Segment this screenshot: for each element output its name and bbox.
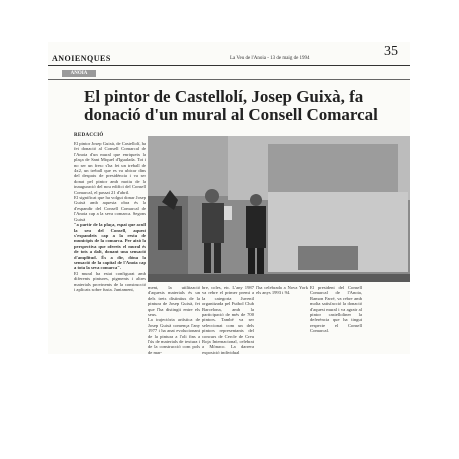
header-rule bbox=[48, 65, 410, 66]
page-header bbox=[48, 44, 410, 64]
paragraph: bre, coles, etc. L'any 1987 va rebre el primer premi a la categoria Juvenil organitzada pel Futbol Club Barcelona, amb la participació de més de 700 pintors. També va ser seleccionat com un dels pintors representants del concurs de Cercle de Creu Roja Internacional, celebrat a Mònaco. La darrera exposició individual bbox=[202, 285, 254, 355]
article-column-2 bbox=[148, 285, 200, 355]
section-title: ANOIENQUES bbox=[52, 54, 111, 63]
article-column-3 bbox=[202, 285, 254, 355]
region-tag: ANOIA bbox=[62, 70, 96, 77]
paragraph: El pintor Josep Guixà, de Castellolí, ha fet donació al Consell Comarcal de l'Anoia d'un mural que enriqueix la plaça de Sant Miquel d'Igualada. Tot i no ser un fresc s'ha fet un treball de 4x2, un treball que es va ubicar dins del despatx de presidència i va ser donat pel pintor amb motiu de la inauguració del nou edifici del Consell Comarcal, el passat 21 d'abril. bbox=[74, 141, 146, 195]
article-column-1 bbox=[74, 141, 146, 292]
headline: El pintor de Castellolí, Josep Guixà, fa donació d'un mural al Consell Comarcal bbox=[84, 87, 378, 124]
byline: REDACCIÓ bbox=[74, 133, 104, 138]
article-column-5 bbox=[310, 285, 362, 334]
publication-info: La Veu de l'Anoia - 13 de maig de 1994 bbox=[230, 56, 310, 61]
paragraph: ment, la utilització d'aquests materials és un dels trets distintius de la pintura de Josep Guixà, fet que l'ha distingit entre els seus. bbox=[148, 285, 200, 318]
paragraph: El mural ha estat configurat amb diferents pintures, pigments i altres materials provinents de la construcció i aplicats sobre fusta. Juntament, bbox=[74, 270, 146, 292]
paragraph: El president del Consell Comarcal de l'Anoia, Ramon Farré, va rebre amb molta satisfacció la donació d'aquest mural i va agrair al pintor castelloliner la deferència que ha tingut respecte el Consell Comarcal. bbox=[310, 285, 362, 334]
newspaper-clipping bbox=[48, 42, 410, 354]
section-rule bbox=[48, 79, 410, 80]
paragraph: La trajectòria artística de Josep Guixà comença l'any 1977 i ha anat evolucionant de la pintura a l'oli fins a l'ús de materials de textura i de la construcció com pols de mar- bbox=[148, 317, 200, 355]
quote-paragraph: "a partir de la plaça, espai que acull la seu del Consell, aquest s'expandeix cap a la resta de municipis de la comarca. Per això la perspectiva que ofereix el mural és de tots a dalt, donant una sensació d'amplitud. És a dir, dóna la sensació de la capital de l'Anoia cap a tota la seva comarca". bbox=[74, 222, 146, 271]
page-number: 35 bbox=[384, 44, 398, 59]
paragraph: l'ha celebrada a Nova York els anys 1993 i 94. bbox=[256, 285, 308, 296]
article-column-4 bbox=[256, 285, 308, 296]
paragraph: El significat que ha volgut donar Josep Guixà amb aquesta obra és la d'espandir del Consell Comarcal de l'Anoia cap a la seva comarca. Segons Guixà bbox=[74, 195, 146, 222]
news-photo bbox=[148, 136, 410, 282]
